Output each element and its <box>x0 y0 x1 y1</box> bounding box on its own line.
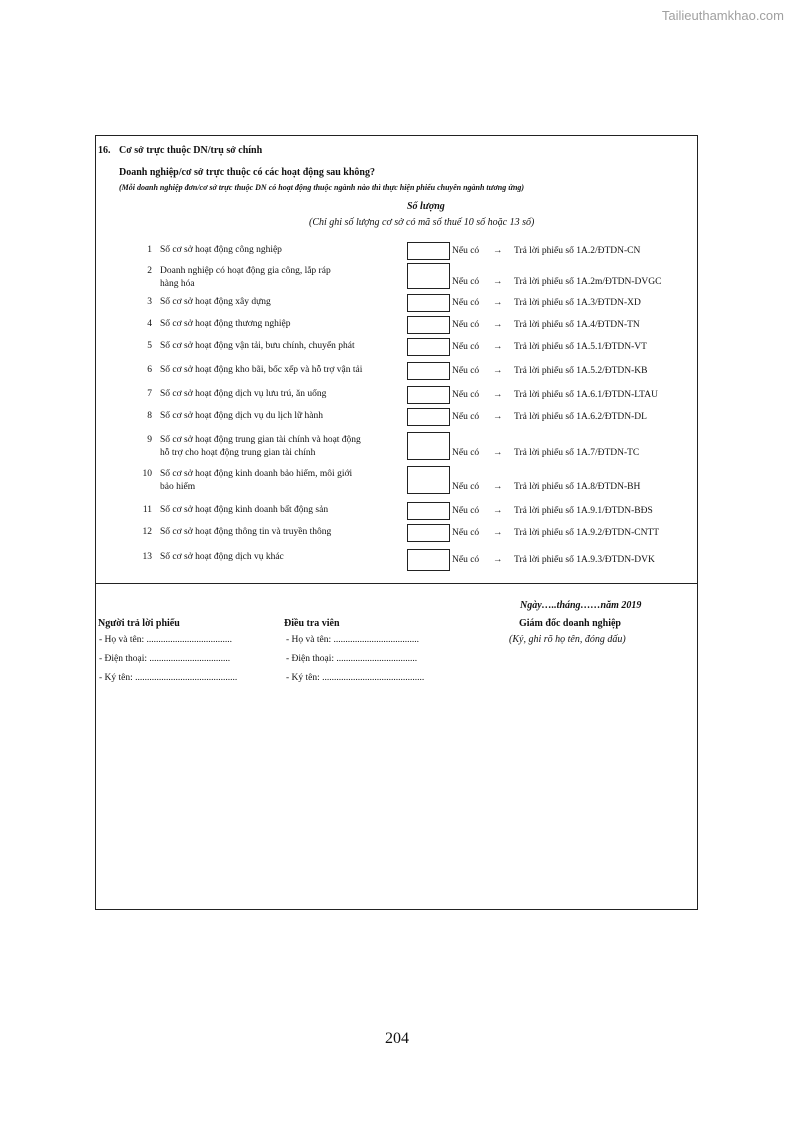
quantity-input-box[interactable] <box>407 316 450 334</box>
row-label: Số cơ sở hoạt động kinh doanh bất động sản <box>160 505 329 515</box>
surveyor-sign-field[interactable]: - Ký tên: ........................................... <box>286 673 425 683</box>
row-number: 11 <box>142 505 152 515</box>
row-label-continued: bảo hiểm <box>160 482 196 492</box>
arrow-icon: → <box>493 366 503 376</box>
quantity-input-box[interactable] <box>407 549 450 571</box>
section-divider <box>96 583 697 584</box>
arrow-icon: → <box>493 528 503 538</box>
quantity-input-box[interactable] <box>407 338 450 356</box>
quantity-input-box[interactable] <box>407 524 450 542</box>
quantity-input-box[interactable] <box>407 432 450 460</box>
director-title: Giám đốc doanh nghiệp <box>519 618 621 629</box>
director-note: (Ký, ghi rõ họ tên, đóng dấu) <box>509 634 626 645</box>
row-number: 13 <box>142 552 152 562</box>
row-label: Số cơ sở hoạt động vận tải, bưu chính, chuyển phát <box>160 341 355 351</box>
question-note: (Mỗi doanh nghiệp đơn/cơ sở trực thuộc DN có hoạt động thuộc ngành nào thì thực hiện phiếu chuyên ngành tương ứng) <box>119 183 525 192</box>
row-label: Số cơ sở hoạt động dịch vụ lưu trú, ăn uống <box>160 389 327 399</box>
row-number: 4 <box>147 319 152 329</box>
if-yes-label: Nếu có <box>452 298 480 308</box>
arrow-icon: → <box>493 412 503 422</box>
row-number: 9 <box>147 435 152 445</box>
arrow-icon: → <box>493 277 503 287</box>
row-label-continued: hàng hóa <box>160 279 195 289</box>
quantity-input-box[interactable] <box>407 263 450 289</box>
row-label: Số cơ sở hoạt động kinh doanh bảo hiểm, môi giới <box>160 469 353 479</box>
respondent-name-field[interactable]: - Họ và tên: .................................... <box>99 635 232 645</box>
target-form-label: Trả lời phiếu số 1A.4/ĐTDN-TN <box>514 320 640 330</box>
row-number: 10 <box>142 469 152 479</box>
target-form-label: Trả lời phiếu số 1A.7/ĐTDN-TC <box>514 448 640 458</box>
row-label: Số cơ sở hoạt động trung gian tài chính và hoạt động <box>160 435 361 445</box>
survey-form <box>95 135 698 910</box>
if-yes-label: Nếu có <box>452 448 480 458</box>
row-label: Doanh nghiệp có hoạt động gia công, lắp ráp <box>160 266 331 276</box>
row-number: 1 <box>147 245 152 255</box>
watermark: Tailieuthamkhao.com <box>661 8 784 23</box>
quantity-input-box[interactable] <box>407 386 450 404</box>
quantity-heading: Số lượng <box>407 201 445 212</box>
row-label: Số cơ sở hoạt động dịch vụ khác <box>160 552 284 562</box>
quantity-input-box[interactable] <box>407 294 450 312</box>
quantity-input-box[interactable] <box>407 242 450 260</box>
row-label: Số cơ sở hoạt động công nghiệp <box>160 245 282 255</box>
if-yes-label: Nếu có <box>452 320 480 330</box>
if-yes-label: Nếu có <box>452 246 480 256</box>
target-form-label: Trả lời phiếu số 1A.6.1/ĐTDN-LTAU <box>514 390 658 400</box>
row-number: 5 <box>147 341 152 351</box>
row-number: 6 <box>147 365 152 375</box>
target-form-label: Trả lời phiếu số 1A.5.1/ĐTDN-VT <box>514 342 647 352</box>
if-yes-label: Nếu có <box>452 528 480 538</box>
arrow-icon: → <box>493 246 503 256</box>
target-form-label: Trả lời phiếu số 1A.5.2/ĐTDN-KB <box>514 366 648 376</box>
if-yes-label: Nếu có <box>452 366 480 376</box>
quantity-input-box[interactable] <box>407 466 450 494</box>
if-yes-label: Nếu có <box>452 342 480 352</box>
row-number: 2 <box>147 266 152 276</box>
row-label: Số cơ sở hoạt động dịch vụ du lịch lữ hành <box>160 411 323 421</box>
if-yes-label: Nếu có <box>452 277 480 287</box>
target-form-label: Trả lời phiếu số 1A.9.3/ĐTDN-DVK <box>514 555 655 565</box>
row-label-continued: hỗ trợ cho hoạt động trung gian tài chính <box>160 448 316 458</box>
respondent-sign-field[interactable]: - Ký tên: ........................................... <box>99 673 238 683</box>
arrow-icon: → <box>493 298 503 308</box>
target-form-label: Trả lời phiếu số 1A.9.1/ĐTDN-BĐS <box>514 506 653 516</box>
target-form-label: Trả lời phiếu số 1A.8/ĐTDN-BH <box>514 482 641 492</box>
if-yes-label: Nếu có <box>452 555 480 565</box>
respondent-title: Người trả lời phiếu <box>98 618 180 629</box>
row-label: Số cơ sở hoạt động xây dựng <box>160 297 271 307</box>
arrow-icon: → <box>493 448 503 458</box>
arrow-icon: → <box>493 320 503 330</box>
surveyor-name-field[interactable]: - Họ và tên: .................................... <box>286 635 419 645</box>
if-yes-label: Nếu có <box>452 506 480 516</box>
if-yes-label: Nếu có <box>452 482 480 492</box>
if-yes-label: Nếu có <box>452 412 480 422</box>
if-yes-label: Nếu có <box>452 390 480 400</box>
page-number: 204 <box>385 1030 409 1047</box>
target-form-label: Trả lời phiếu số 1A.2m/ĐTDN-DVGC <box>514 277 662 287</box>
quantity-input-box[interactable] <box>407 362 450 380</box>
target-form-label: Trả lời phiếu số 1A.3/ĐTDN-XD <box>514 298 641 308</box>
section-number: 16. <box>98 145 111 156</box>
section-title: Cơ sở trực thuộc DN/trụ sở chính <box>119 145 263 156</box>
question-text: Doanh nghiệp/cơ sở trực thuộc có các hoạt động sau không? <box>119 167 375 178</box>
row-label: Số cơ sở hoạt động kho bãi, bốc xếp và hỗ trợ vận tải <box>160 365 363 375</box>
row-number: 12 <box>142 527 152 537</box>
quantity-input-box[interactable] <box>407 502 450 520</box>
row-number: 8 <box>147 411 152 421</box>
arrow-icon: → <box>493 390 503 400</box>
quantity-note: (Chỉ ghi số lượng cơ sở có mã số thuế 10 số hoặc 13 số) <box>309 217 535 228</box>
respondent-phone-field[interactable]: - Điện thoại: .................................. <box>99 654 231 664</box>
signature-date: Ngày…..tháng……năm 2019 <box>520 600 642 611</box>
arrow-icon: → <box>493 555 503 565</box>
arrow-icon: → <box>493 342 503 352</box>
target-form-label: Trả lời phiếu số 1A.2/ĐTDN-CN <box>514 246 641 256</box>
arrow-icon: → <box>493 506 503 516</box>
target-form-label: Trả lời phiếu số 1A.6.2/ĐTDN-DL <box>514 412 647 422</box>
row-number: 3 <box>147 297 152 307</box>
row-number: 7 <box>147 389 152 399</box>
row-label: Số cơ sở hoạt động thông tin và truyền thông <box>160 527 332 537</box>
surveyor-title: Điều tra viên <box>284 618 340 629</box>
arrow-icon: → <box>493 482 503 492</box>
target-form-label: Trả lời phiếu số 1A.9.2/ĐTDN-CNTT <box>514 528 660 538</box>
surveyor-phone-field[interactable]: - Điện thoại: .................................. <box>286 654 418 664</box>
row-label: Số cơ sở hoạt động thương nghiệp <box>160 319 291 329</box>
quantity-input-box[interactable] <box>407 408 450 426</box>
